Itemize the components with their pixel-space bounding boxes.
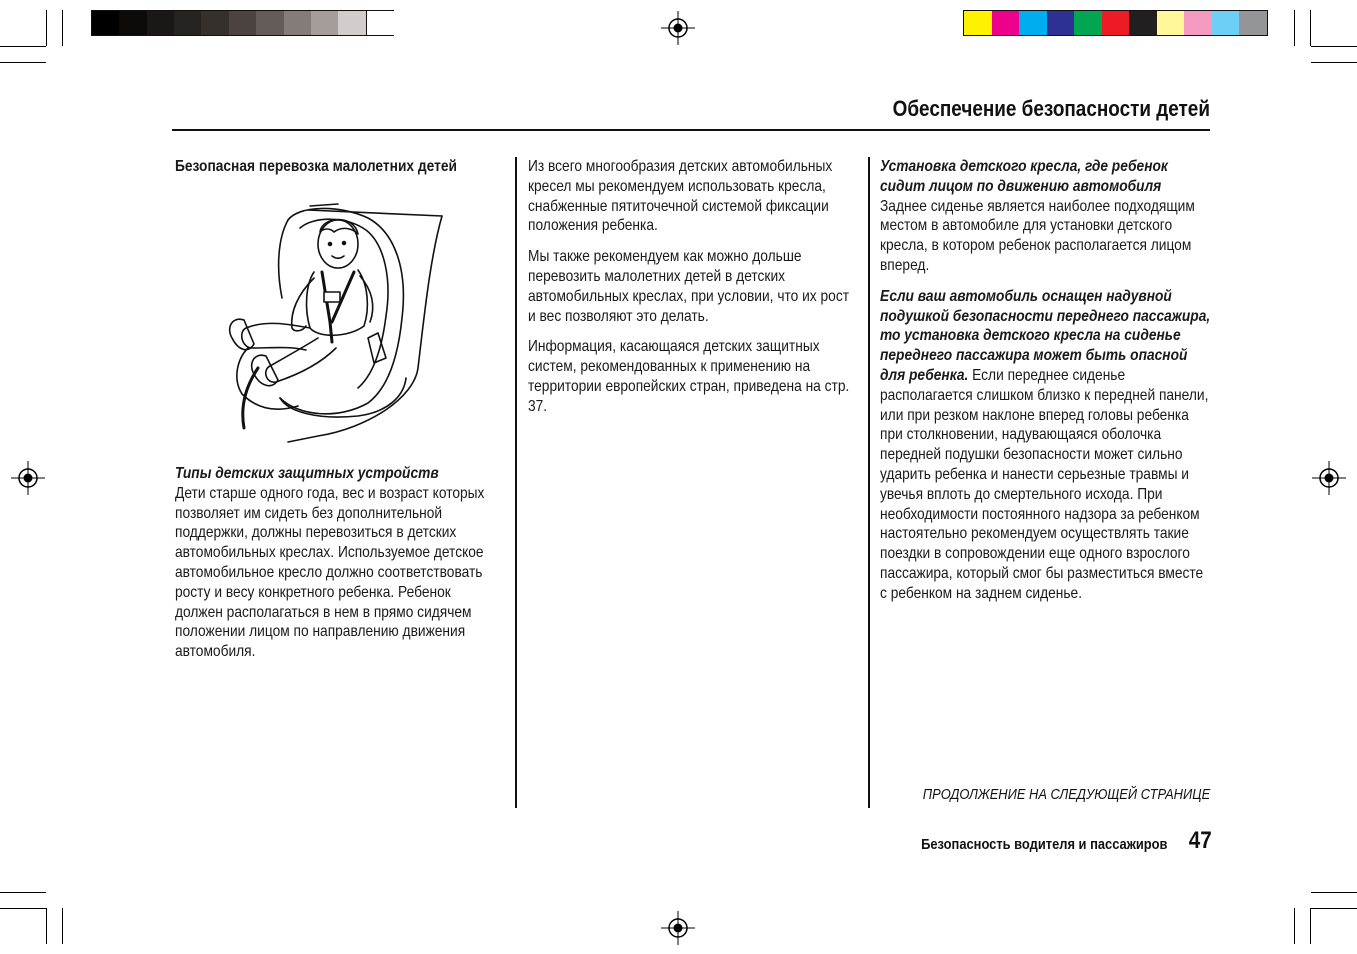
grayscale-swatch <box>284 11 312 35</box>
process-color-swatch <box>1239 11 1267 35</box>
registration-mark-icon <box>11 461 45 495</box>
page-title: Обеспечение безопасности детей <box>892 96 1210 121</box>
column-right <box>880 157 1210 615</box>
process-color-swatch <box>992 11 1020 35</box>
grayscale-swatch <box>119 11 147 35</box>
subsection-heading: Установка детского кресла, где ребенок сидит лицом по движению автомобиля <box>880 158 1168 195</box>
body-text: Заднее сиденье является наиболее подходящим местом в автомобиле для установки детского кресла, в котором ребенок располагается лицом вперед. <box>880 197 1195 274</box>
process-color-swatch <box>1019 11 1047 35</box>
process-color-swatch <box>1157 11 1185 35</box>
grayscale-swatch <box>147 11 175 35</box>
process-color-swatch <box>964 11 992 35</box>
column-left <box>175 157 487 177</box>
column-divider <box>868 157 870 808</box>
process-color-swatch <box>1212 11 1240 35</box>
column-middle <box>528 157 856 428</box>
registration-mark-icon <box>1312 461 1346 495</box>
grayscale-swatch <box>338 11 366 35</box>
grayscale-swatch <box>311 11 339 35</box>
grayscale-swatch <box>229 11 257 35</box>
registration-mark-icon <box>661 11 695 45</box>
body-text: Дети старше одного года, вес и возраст которых позволяет им сидеть без дополнительной поддержки, должны перевозиться в детских автомобильных креслах. Используемое детское автомобильное кресло должно соответствовать росту и весу конкретного ребенка. Ребенок должен располагаться в нем в прямо сидячем положении лицом по направлению движения автомобиля. <box>175 484 485 661</box>
paragraph: Информация, касающаяся детских защитных систем, рекомендованных к применению на территории европейских стран, приведена на стр. 37. <box>528 338 850 415</box>
registration-mark-icon <box>661 911 695 945</box>
process-color-swatch <box>1102 11 1130 35</box>
warning-text-bold: Если ваш автомобиль оснащен надувной подушкой безопасности переднего пассажира, то установка детского кресла на сиденье переднего пассажира может быть опасной для ребенка. <box>880 287 1211 384</box>
warning-text: Если переднее сиденье располагается слишком близко к передней панели, или при резком наклоне вперед головы ребенка при столкновении, надувающаяся оболочка передней подушки безопасности может сильно ударить ребенка и нанести серьезные травмы и увечья вплоть до смертельного исхода. При необходимости постоянного надзора за ребенком настоятельно рекомендуем осуществлять такие поездки в сопровождении еще одного взрослого пассажира, который смог бы разместиться вместе с ребенком на заднем сиденье. <box>880 366 1209 602</box>
process-color-swatch <box>1184 11 1212 35</box>
grayscale-swatch <box>256 11 284 35</box>
grayscale-color-bar <box>91 10 394 36</box>
grayscale-swatch <box>174 11 202 35</box>
column-divider <box>515 157 517 808</box>
page-number: 47 <box>1189 827 1212 854</box>
paragraph: Мы также рекомендуем как можно дольше перевозить малолетних детей в детских автомобильных креслах, при условии, что их рост и вес позволяют это делать. <box>528 248 849 325</box>
footer-section-title: Безопасность водителя и пассажиров <box>920 836 1167 853</box>
warning-paragraph <box>880 287 1211 604</box>
child-in-car-seat-icon <box>218 198 448 446</box>
process-color-swatch <box>1047 11 1075 35</box>
process-color-swatch <box>1129 11 1157 35</box>
grayscale-swatch <box>201 11 229 35</box>
process-color-bar <box>963 10 1268 36</box>
grayscale-swatch <box>92 11 120 35</box>
subsection-heading: Типы детских защитных устройств <box>175 465 439 482</box>
process-color-swatch <box>1074 11 1102 35</box>
continued-note: ПРОДОЛЖЕНИЕ НА СЛЕДУЮЩЕЙ СТРАНИЦЕ <box>922 786 1210 803</box>
section-heading: Безопасная перевозка малолетних детей <box>175 158 457 175</box>
paragraph <box>880 157 1211 276</box>
title-rule <box>172 129 1210 131</box>
column-left-lower <box>175 464 487 662</box>
paragraph: Из всего многообразия детских автомобильных кресел мы рекомендуем использовать кресла, снабженные пятиточечной системой фиксации положения ребенка. <box>528 158 833 235</box>
grayscale-swatch <box>366 11 395 35</box>
